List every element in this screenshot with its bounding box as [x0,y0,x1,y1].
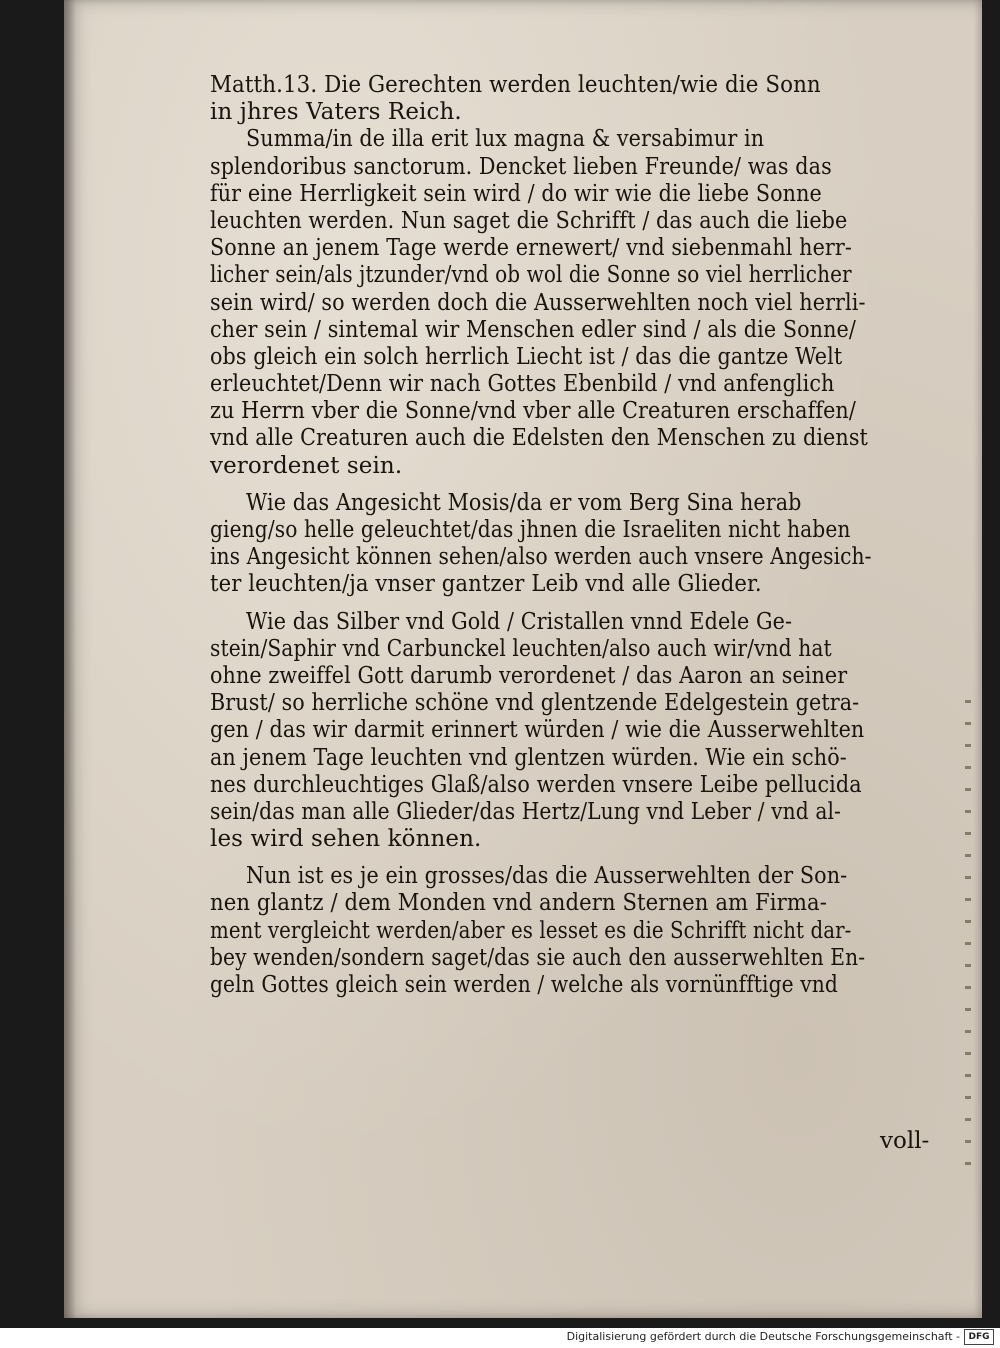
text-line: in jhres Vaters Reich. [210,99,462,126]
text-line: zu Herrn vber die Sonne/vnd vber alle Creaturen erschaffen/ [210,398,856,425]
text-line: ins Angesicht können sehen/also werden auch vnsere Angesich- [210,544,872,571]
text-line: splendoribus sanctorum. Dencket lieben Freunde/ was das [210,153,832,180]
text-line: erleuchtet/Denn wir nach Gottes Ebenbild / vnd anfenglich [210,371,835,398]
text-line: Wie das Silber vnd Gold / Cristallen vnnd Edele Ge- [246,608,793,635]
text-line: sein/das man alle Glieder/das Hertz/Lung vnd Leber / vnd al- [210,798,841,825]
paragraph-gap [210,480,960,490]
text-line: ohne zweiffel Gott darumb verordenet / das Aaron an seiner [210,662,848,689]
text-line: ter leuchten/ja vnser gantzer Leib vnd alle Glieder. [210,571,762,598]
page-gutter-shadow [64,0,76,1318]
page-text [210,72,960,999]
text-line: Summa/in de illa erit lux magna & versabimur in [246,126,765,153]
text-line: licher sein/als jtzunder/vnd ob wol die Sonne so viel herrlicher [210,262,852,289]
text-line: nes durchleuchtiges Glaß/also werden vnsere Leibe pellucida [210,771,862,798]
text-line: leuchten werden. Nun saget die Schrifft / das auch die liebe [210,207,848,234]
dfg-logo: DFG [964,1329,994,1345]
text-line: ment vergleicht werden/aber es lesset es die Schrifft nicht dar- [210,917,852,944]
text-line: obs gleich ein solch herrlich Liecht ist / das die gantze Welt [210,343,843,370]
paragraph-gap [210,599,960,609]
paragraph-gap [210,853,960,863]
text-line: geln Gottes gleich sein werden / welche als vornünfftige vnd [210,972,838,998]
digitization-credit: Digitalisierung gefördert durch die Deutsche Forschungsgemeinschaft - [566,1330,960,1343]
text-line: bey wenden/sondern saget/das sie auch den ausserwehlten En- [210,944,866,971]
text-line: cher sein / sintemal wir Menschen edler sind / als die Sonne/ [210,316,856,343]
text-line: vnd alle Creaturen auch die Edelsten den Menschen zu dienst [210,425,868,452]
text-line: für eine Herrligkeit sein wird / do wir wie die liebe Sonne [210,180,822,207]
text-line: Brust/ so herrliche schöne vnd glentzende Edelgestein getra- [210,690,860,717]
text-line: les wird sehen können. [210,826,482,853]
text-line: verordenet sein. [210,452,403,479]
text-line: Sonne an jenem Tage werde ernewert/ vnd siebenmahl herr- [210,235,852,262]
text-line: an jenem Tage leuchten vnd glentzen würden. Wie ein schö- [210,744,847,771]
text-line: gen / das wir darmit erinnert würden / wie die Ausserwehlten [210,717,865,744]
text-line: stein/Saphir vnd Carbunckel leuchten/also auch wir/vnd hat [210,635,832,662]
text-line: nen glantz / dem Monden vnd andern Sternen am Firma- [210,890,827,917]
text-line: Matth.13. Die Gerechten werden leuchten/wie die Sonn [210,72,821,98]
margin-specks [965,700,971,1180]
catchword: voll- [880,1128,930,1154]
text-line: gieng/so helle geleuchtet/das jhnen die Israeliten nicht haben [210,517,851,543]
text-line: sein wird/ so werden doch die Ausserwehlten noch viel herrli- [210,289,866,316]
text-line: Nun ist es je ein grosses/das die Ausserwehlten der Son- [246,863,848,890]
text-line: Wie das Angesicht Mosis/da er vom Berg Sina herab [246,489,802,516]
